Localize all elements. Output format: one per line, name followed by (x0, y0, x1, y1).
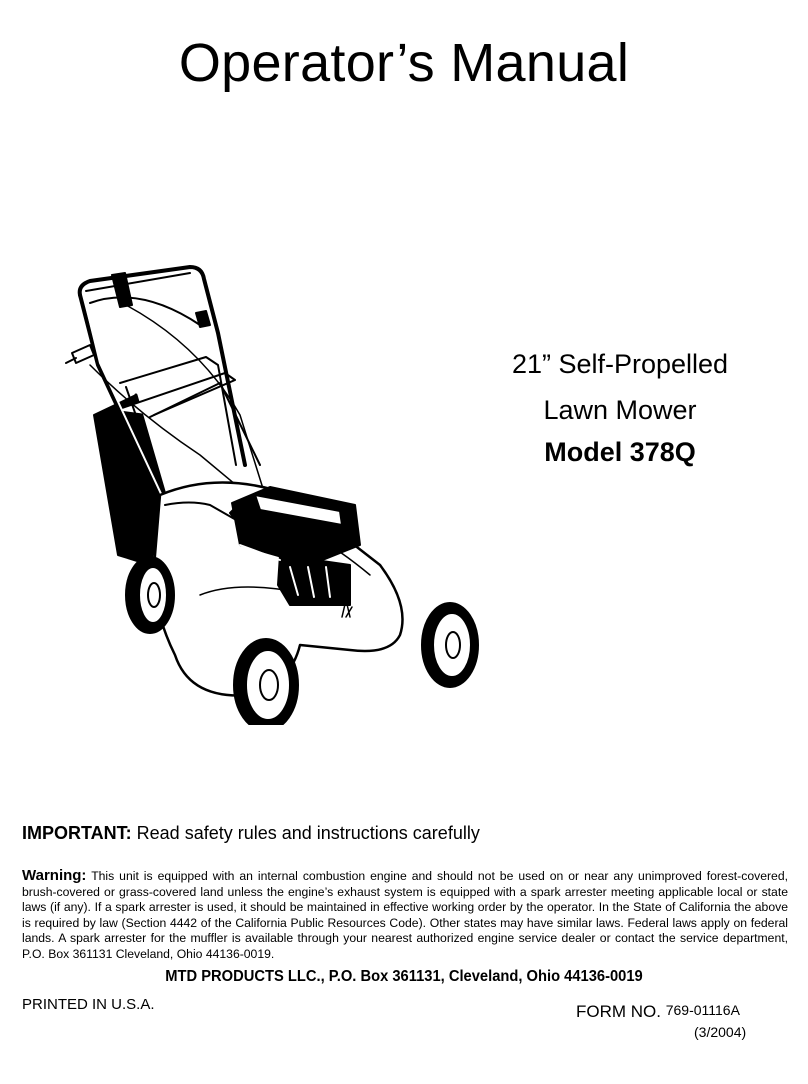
form-number (576, 999, 740, 1023)
lawn-mower-icon (50, 255, 510, 725)
model-number: Model 378Q (544, 437, 696, 467)
front-right-wheel (422, 603, 478, 687)
warning-notice (22, 868, 788, 963)
form-label: FORM NO. (576, 1002, 666, 1021)
rear-wheel (126, 557, 174, 633)
product-name-line2: Lawn Mower (543, 395, 697, 425)
important-label: IMPORTANT: (22, 823, 132, 843)
important-text: Read safety rules and instructions carefully (131, 823, 480, 843)
warning-text: This unit is equipped with an internal combustion engine and should not be used on or near any unimproved forest-covered, brush-covered or grass-covered land unless the engine’s exhaust system is equipped with a spark arrester meeting applicable local or state laws (if any). If a spark arrester is used, it should be maintained in effective working order by the operator. In the State of California the above is required by law (Section 4442 of the California Public Resources Code). Other states may have similar laws. Federal laws apply on federal lands. A spark arrester for the muffler is available through your nearest authorized engine service dealer or contact the service department, P.O. Box 361131 Cleveland, Ohio 44136-0019. (22, 869, 788, 961)
warning-label: Warning: (22, 867, 87, 884)
company-address: MTD PRODUCTS LLC., P.O. Box 361131, Cleveland, Ohio 44136-0019 (165, 968, 643, 985)
printed-in: PRINTED IN U.S.A. (22, 996, 155, 1013)
page-title: Operator’s Manual (178, 33, 630, 93)
important-notice (22, 820, 480, 846)
front-left-wheel (234, 639, 298, 725)
form-number-value: 769-01116A (665, 1002, 740, 1018)
product-name-line1: 21” Self-Propelled (511, 349, 729, 379)
print-date: (3/2004) (694, 1024, 747, 1040)
